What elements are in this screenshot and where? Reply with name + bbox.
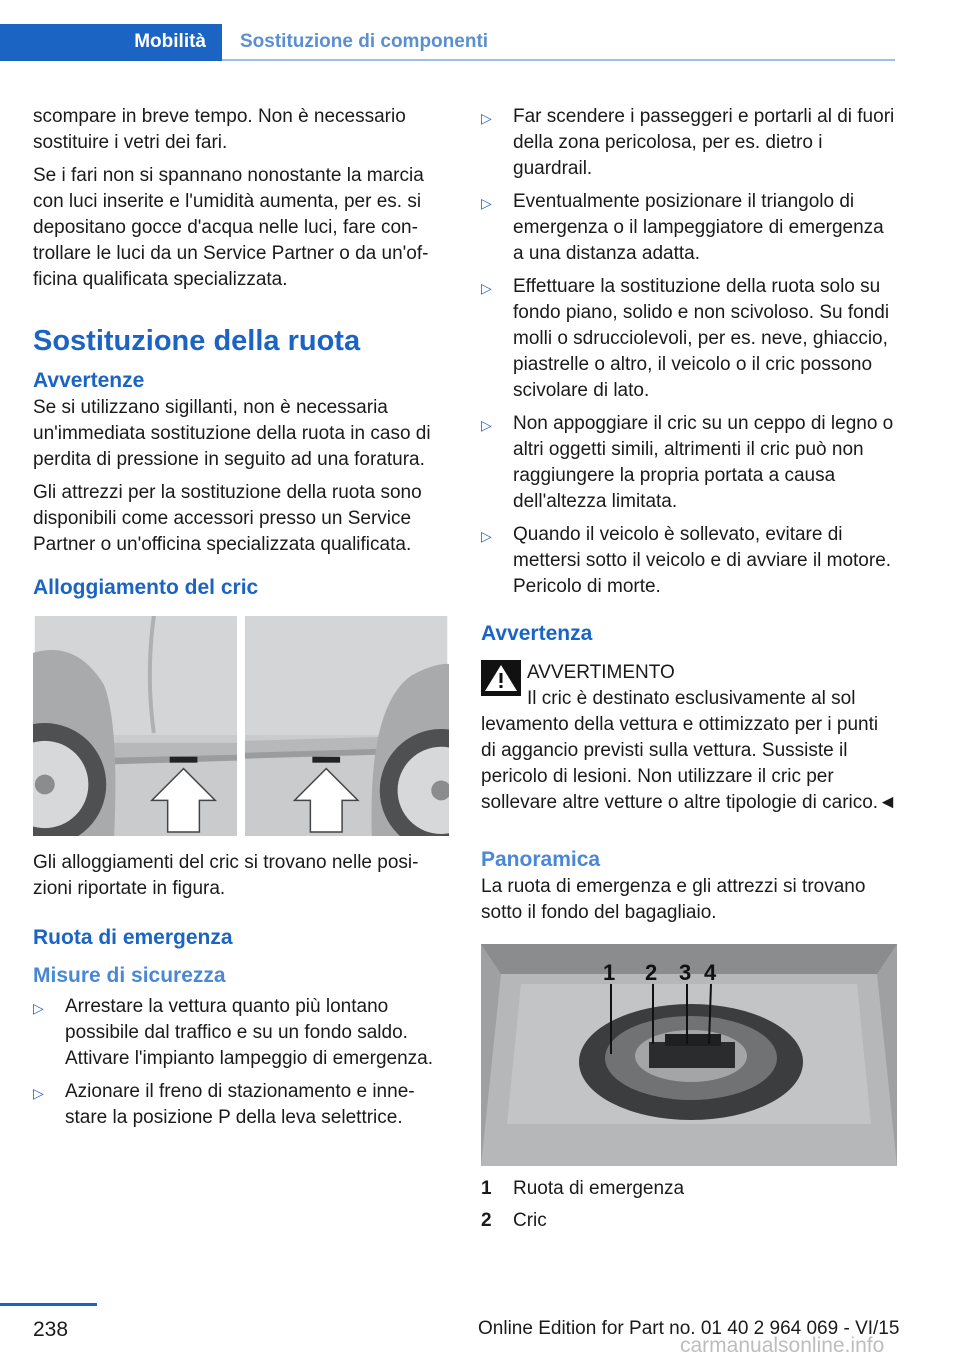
chapter-tab (0, 24, 222, 61)
figure-legend (481, 1176, 897, 1234)
chapter-tab-label: Mobilità (134, 31, 206, 52)
bullet-triangle-icon: ▷ (481, 528, 492, 544)
bullet-triangle-icon: ▷ (33, 1085, 44, 1101)
list-item (481, 274, 897, 404)
footer-accent-line (0, 1303, 97, 1306)
figure-label-3: 3 (679, 960, 692, 985)
paragraph-sealant: Se si utilizzano sigillanti, non è necessaria un'immediata sostituzione della ruota in caso di perdita di pressione in seguito ad una foratura. (33, 397, 431, 470)
legend-text: Cric (513, 1210, 547, 1231)
figure-label-2: 2 (645, 960, 658, 985)
bullet-triangle-icon: ▷ (481, 195, 492, 211)
warning-text: levamento della vettura e ottimizzato per i punti di aggancio previsti sulla vettura. Sussiste il pericolo di lesioni. Non utilizzare il cric per sollevare altre vetture o altre tipologie di carico.◄ (481, 714, 897, 813)
warning-block (481, 660, 897, 816)
page-number: 238 (33, 1318, 69, 1341)
warning-title: AVVERTIMENTO (527, 662, 675, 683)
legend-number: 2 (481, 1210, 492, 1231)
heading-warning: Avvertenza (481, 622, 593, 645)
heading-jack-points: Alloggiamento del cric (33, 576, 259, 599)
section-title: Sostituzione della ruota (33, 325, 361, 357)
list-item (481, 104, 897, 182)
heading-spare-wheel: Ruota di emergenza (33, 926, 233, 949)
list-item (481, 189, 897, 267)
jack-points-figure (33, 616, 449, 836)
figure-label-1: 1 (603, 960, 616, 985)
edition-note: Online Edition for Part no. 01 40 2 964 069 - VI/15 (478, 1318, 900, 1339)
bullet-triangle-icon: ▷ (481, 110, 492, 126)
list-item-text: Azionare il freno di stazionamento e innestare la posizione P della leva selettrice. (65, 1081, 415, 1128)
heading-safety-measures: Misure di sicurezza (33, 964, 226, 987)
bullet-triangle-icon: ▷ (33, 1000, 44, 1016)
list-item (481, 522, 897, 600)
paragraph-jack-caption: Gli alloggiamenti del cric si trovano nelle posizioni riportate in figura. (33, 852, 419, 899)
legend-item (481, 1176, 897, 1202)
paragraph-tools: Gli attrezzi per la sostituzione della ruota sono disponibili come accessori presso un Service Partner o un'officina specializzata qualificata. (33, 482, 422, 555)
list-item-text: Non appoggiare il cric su un ceppo di legno o altri oggetti simili, altrimenti il cric può non raggiungere la propria portata a causa dell'altezza limitata. (513, 413, 894, 512)
page-header (0, 0, 960, 64)
heading-avvertenze: Avvertenze (33, 369, 145, 392)
bullet-triangle-icon: ▷ (481, 280, 492, 296)
legend-text: Ruota di emergenza (513, 1178, 685, 1199)
list-item-text: Far scendere i passeggeri e portarli al di fuori della zona pericolosa, per es. dietro i guardrail. (513, 106, 895, 179)
paragraph-headlights: Se i fari non si spannano nonostante la marcia con luci inserite e l'umidità aumenta, per es. si depositano gocce d'acqua nelle luci, fare controllare le luci da un Service Partner o da un'officina qualificata specializzata. (33, 165, 429, 290)
list-item (33, 994, 449, 1072)
paragraph-overview: La ruota di emergenza e gli attrezzi si trovano sotto il fondo del bagagliaio. (481, 876, 866, 923)
paragraph-intro: scompare in breve tempo. Non è necessario sostituire i vetri dei fari. (33, 106, 406, 153)
left-column (33, 104, 449, 1138)
figure-label-4: 4 (704, 960, 717, 985)
warning-triangle-icon (481, 660, 521, 696)
section-tab-label: Sostituzione di componenti (240, 31, 489, 52)
legend-item (481, 1208, 897, 1234)
list-item-text: Eventualmente posizionare il triangolo di emergenza o il lampeggiatore di emergenza a una distanza adatta. (513, 191, 884, 264)
trunk-overview-figure (481, 944, 897, 1166)
legend-number: 1 (481, 1178, 492, 1199)
watermark: carmanualsonline.info (680, 1334, 885, 1357)
warning-text-first-line: Il cric è destinato esclusivamente al sol (527, 688, 856, 709)
right-column (481, 104, 897, 1240)
header-divider (222, 59, 895, 61)
list-item-text: Effettuare la sostituzione della ruota solo su fondo piano, solido e non scivoloso. Su fondi molli o sdrucciolevoli, per es. neve, ghiaccio, piastrelle o altro, il veicolo o il cric possono scivolare di lato. (513, 276, 890, 401)
heading-overview: Panoramica (481, 848, 601, 871)
list-item (33, 1079, 449, 1131)
list-item-text: Arrestare la vettura quanto più lontano possibile dal traffico e su un fondo saldo. Attivare l'impianto lampeggio di emergenza. (65, 996, 433, 1069)
list-item (481, 411, 897, 515)
list-item-text: Quando il veicolo è sollevato, evitare di mettersi sotto il veicolo e di avviare il motore. Pericolo di morte. (513, 524, 892, 597)
bullet-triangle-icon: ▷ (481, 417, 492, 433)
